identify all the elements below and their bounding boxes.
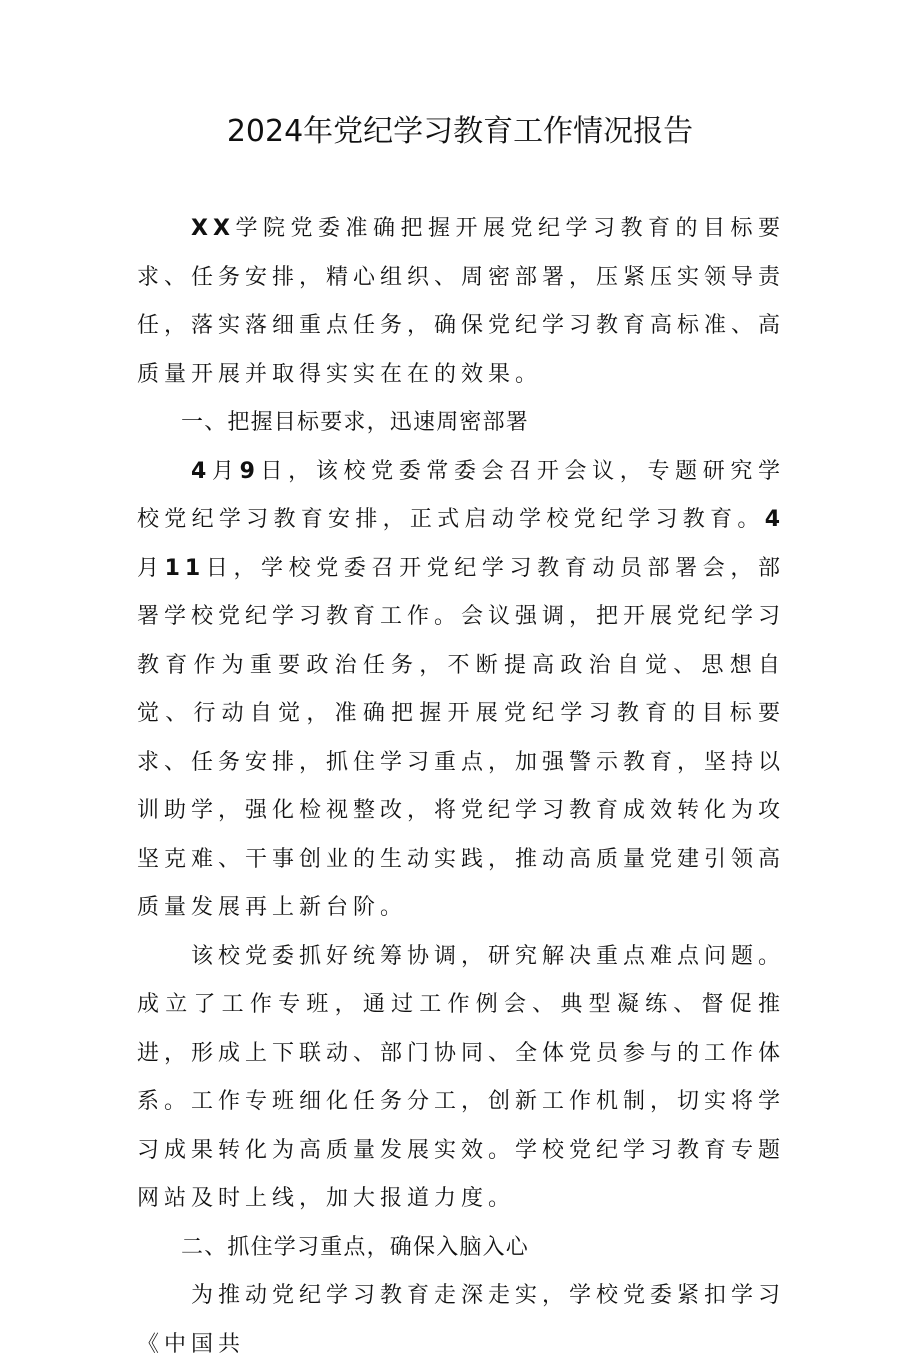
section-heading-2: 二、抓住学习重点，确保入脑入心: [181, 1234, 530, 1260]
org-placeholder: XX: [191, 216, 235, 241]
date-number: 11: [164, 555, 206, 581]
paragraph-coordination: 该校党委抓好统筹协调，研究解决重点难点问题。成立了工作专班，通过工作例会、典型凝练、督促推进，形成上下联动、部门协同、全体党员参与的工作体系。工作专班细化任务分工，创新工作机制，切实将学习成果转化为高质量发展实效。学校党纪学习教育专题网站及时上线，加大报道力度。: [137, 943, 786, 1211]
date-number: 4: [764, 507, 785, 532]
paragraph-intro: [137, 205, 785, 399]
paragraph-text: 日，学校党委召开党纪学习教育动员部署会，部署学校党纪学习教育工作。会议强调，把开展党纪学习教育作为重要政治任务，不断提高政治自觉、思想自觉、行动自觉，准确把握开展党纪学习教育的目标要求、任务安排，抓住学习重点，加强警示教育，坚持以训助学，强化检视整改，将党纪学习教育成效转化为攻坚克难、干事创业的生动实践，推动高质量党建引领高质量发展再上新台阶。: [137, 555, 786, 920]
document-title: 2024年党纪学习教育工作情况报告: [226, 114, 694, 149]
paragraph-text: 学院党委准确把握开展党纪学习教育的目标要求、任务安排，精心组织、周密部署，压紧压实领导责任，落实落细重点任务，确保党纪学习教育高标准、高质量开展并取得实实在在的效果。: [137, 216, 786, 387]
document-body: [137, 205, 785, 1369]
paragraph-text: 月: [211, 458, 240, 484]
paragraph-text: 日，该校党委常委会召开会议，专题研究学校党纪学习教育安排，正式启动学校党纪学习教育。: [137, 458, 785, 532]
date-number: 9: [239, 458, 260, 484]
paragraph-text: 月: [137, 555, 165, 581]
section-heading-1: 一、把握目标要求，迅速周密部署: [181, 410, 530, 435]
date-number: 4: [191, 458, 212, 484]
paragraph-deployment: [137, 448, 785, 933]
paragraph-study-focus: 为推动党纪学习教育走深走实，学校党委紧扣学习《中国共: [137, 1283, 786, 1357]
